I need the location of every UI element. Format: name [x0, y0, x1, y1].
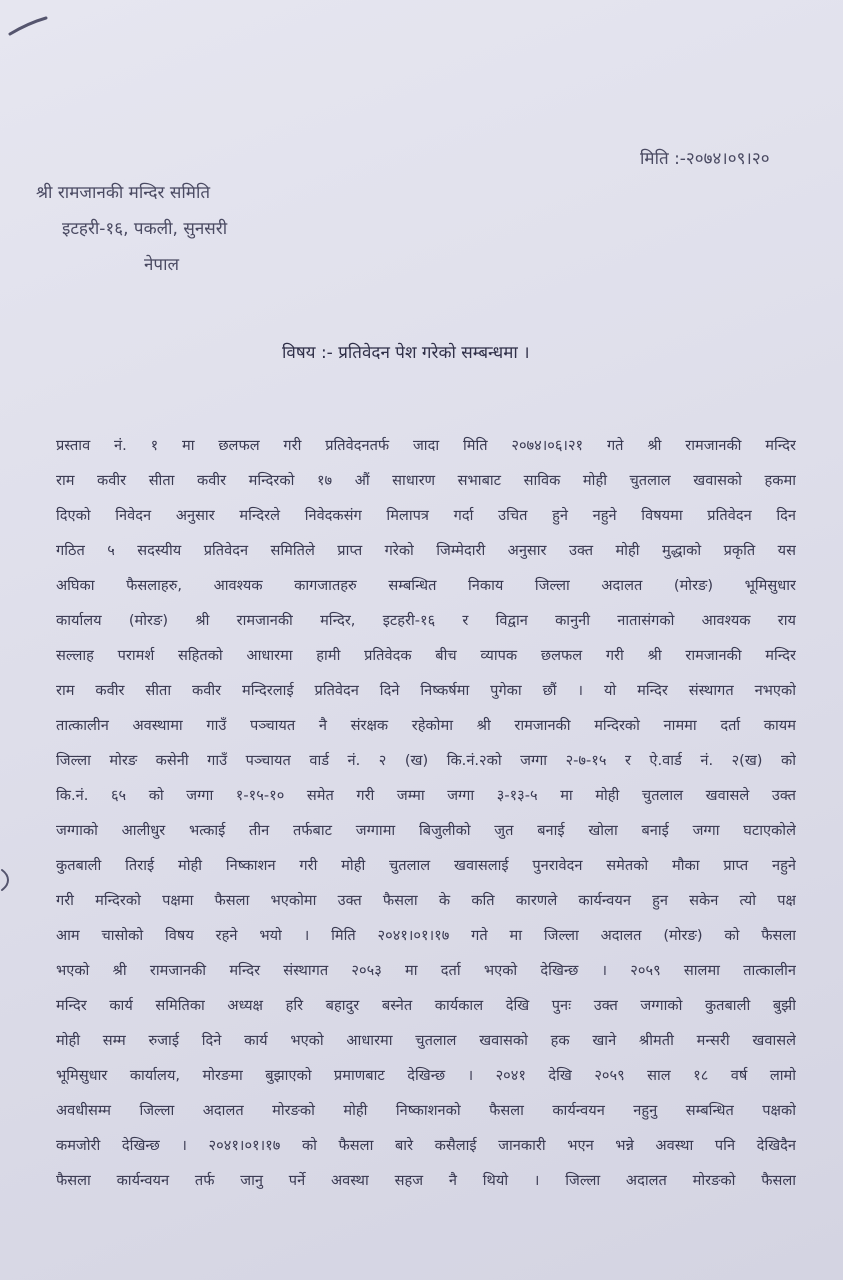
margin-mark [0, 868, 14, 892]
letter-body [56, 428, 796, 1198]
recipient-name: श्री रामजानकी मन्दिर समिति [36, 183, 211, 203]
body-line: राम कवीर सीता कवीर मन्दिरलाई प्रतिवेदन दिने निष्कर्षमा पुगेका छौं । यो मन्दिर संस्थागत नभएको [56, 682, 796, 699]
body-line: राम कवीर सीता कवीर मन्दिरको १७ औं साधारण सभाबाट साविक मोही चुतलाल खवासको हकमा [56, 472, 796, 489]
body-line: गरी मन्दिरको पक्षमा फैसला भएकोमा उक्त फैसला के कति कारणले कार्यन्वयन हुन सकेन त्यो पक्ष [56, 892, 796, 909]
body-line: फैसला कार्यन्वयन तर्फ जानु पर्ने अवस्था सहज नै थियो । जिल्ला अदालत मोरङको फैसला [56, 1172, 796, 1189]
body-line: तात्कालीन अवस्थामा गाउँ पञ्चायत नै संरक्षक रहेकोमा श्री रामजानकी मन्दिरको नाममा दर्ता कायम [56, 717, 796, 734]
recipient-address: इटहरी-१६, पकली, सुनसरी [62, 219, 228, 239]
body-line: आम चासोको विषय रहने भयो । मिति २०४१।०१।१७ गते मा जिल्ला अदालत (मोरङ) को फैसला [56, 927, 796, 944]
body-line: कार्यालय (मोरङ) श्री रामजानकी मन्दिर, इटहरी-१६ र विद्वान कानुनी नातासंगको आवश्यक राय [56, 612, 796, 629]
body-line: कि.नं. ६५ को जग्गा १-१५-१० समेत गरी जम्मा जग्गा ३-१३-५ मा मोही चुतलाल खवासले उक्त [56, 787, 796, 804]
body-line: जिल्ला मोरङ कसेनी गाउँ पञ्चायत वार्ड नं. २ (ख) कि.नं.२को जग्गा २-७-१५ र ऐ.वार्ड नं. २(ख) को [56, 752, 796, 769]
body-line: सल्लाह परामर्श सहितको आधारमा हामी प्रतिवेदक बीच व्यापक छलफल गरी श्री रामजानकी मन्दिर [56, 647, 796, 664]
body-line: मोही सम्म रुजाई दिने कार्य भएको आधारमा चुतलाल खवासको हक खाने श्रीमती मन्सरी खवासले [56, 1032, 796, 1049]
pen-stroke-mark [8, 14, 48, 38]
body-line: कमजोरी देखिन्छ । २०४१।०१।१७ को फैसला बारे कसैलाई जानकारी भएन भन्ने अवस्था पनि देखिदैन [56, 1137, 796, 1154]
body-line: अघिका फैसलाहरु, आवश्यक कागजातहरु सम्बन्धित निकाय जिल्ला अदालत (मोरङ) भूमिसुधार [56, 577, 796, 594]
body-line: भएको श्री रामजानकी मन्दिर संस्थागत २०५३ मा दर्ता भएको देखिन्छ । २०५९ सालमा तात्कालीन [56, 962, 796, 979]
body-line: भूमिसुधार कार्यालय, मोरङमा बुझाएको प्रमाणबाट देखिन्छ । २०४१ देखि २०५९ साल १८ वर्ष लामो [56, 1067, 796, 1084]
body-line: मन्दिर कार्य समितिका अध्यक्ष हरि बहादुर बस्नेत कार्यकाल देखि पुनः उक्त जग्गाको कुतबाली बुझी [56, 997, 796, 1014]
letter-subject: विषय :- प्रतिवेदन पेश गरेको सम्बन्धमा । [282, 343, 530, 363]
body-line: अवधीसम्म जिल्ला अदालत मोरङको मोही निष्काशनको फैसला कार्यन्वयन नहुनु सम्बन्धित पक्षको [56, 1102, 796, 1119]
recipient-country: नेपाल [144, 255, 180, 275]
body-line: प्रस्ताव नं. १ मा छलफल गरी प्रतिवेदनतर्फ जादा मिति २०७४।०६।२१ गते श्री रामजानकी मन्दिर [56, 437, 796, 454]
body-line: कुतबाली तिराई मोही निष्काशन गरी मोही चुतलाल खवासलाई पुनरावेदन समेतको मौका प्राप्त नहुने [56, 857, 796, 874]
body-line: दिएको निवेदन अनुसार मन्दिरले निवेदकसंग मिलापत्र गर्दा उचित हुने नहुने विषयमा प्रतिवेदन दिन [56, 507, 796, 524]
letter-date: मिति :-२०७४।०९।२० [640, 149, 770, 169]
body-line: गठित ५ सदस्यीय प्रतिवेदन समितिले प्राप्त गरेको जिम्मेदारी अनुसार उक्त मोही मुद्धाको प्रकृति यस [56, 542, 796, 559]
body-line: जग्गाको आलीधुर भत्काई तीन तर्फबाट जग्गामा बिजुलीको जुत बनाई खोला बनाई जग्गा घटाएकोले [56, 822, 796, 839]
